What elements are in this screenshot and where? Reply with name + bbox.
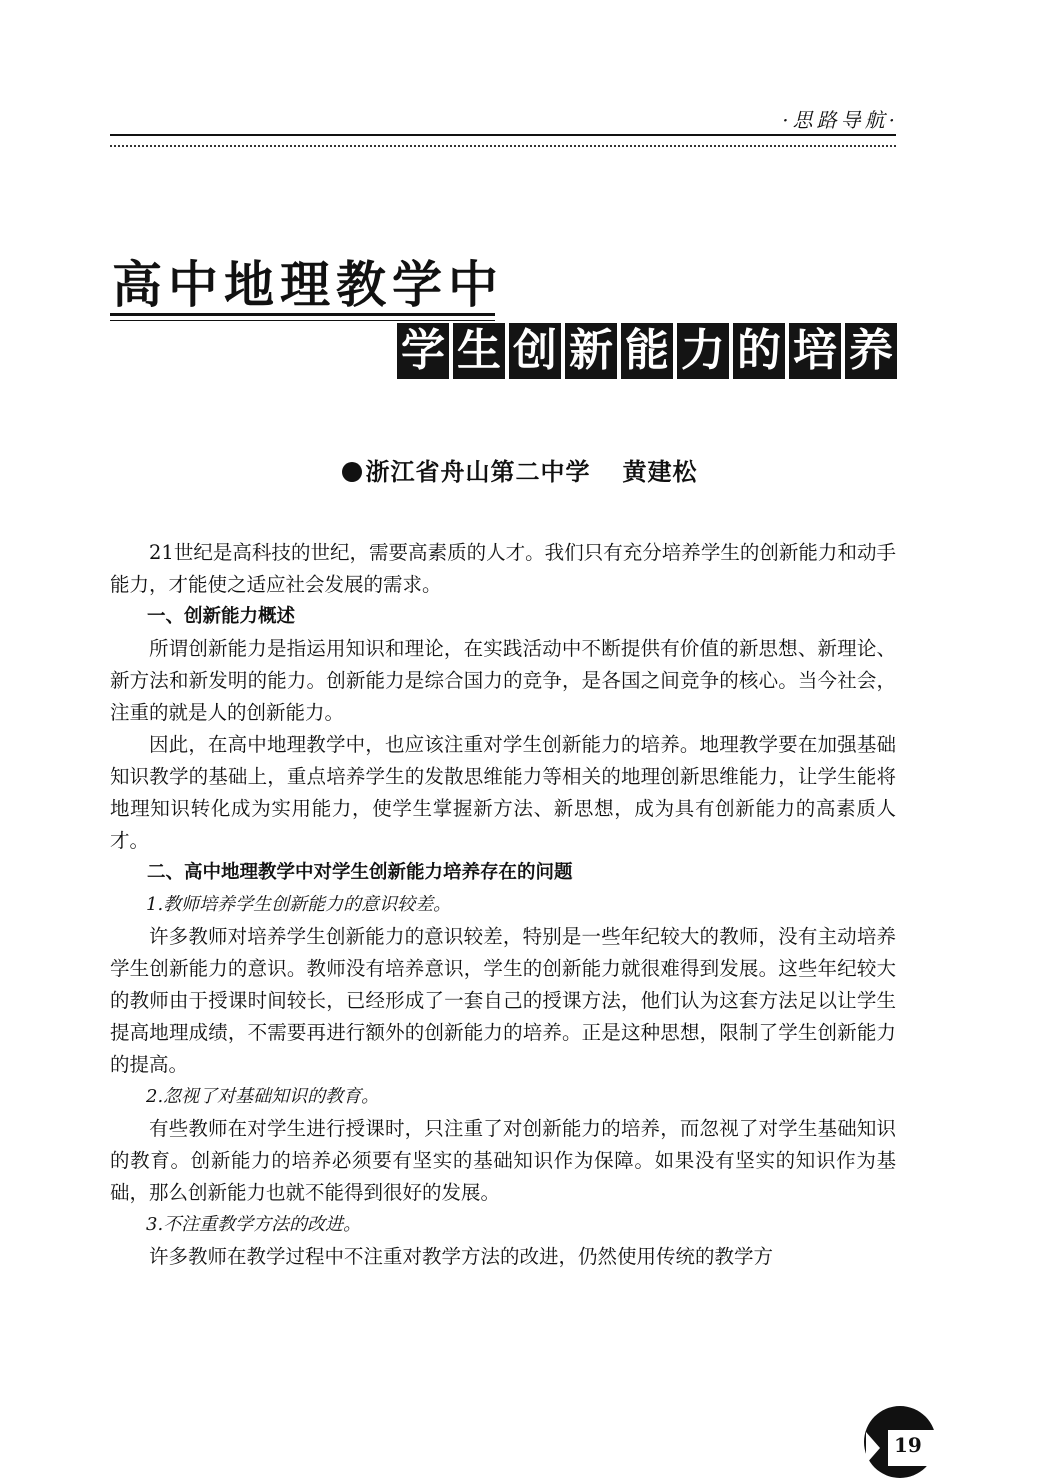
title-underline-thick: [110, 313, 495, 316]
article-body: [110, 537, 896, 1273]
header-dotted-rule: [110, 145, 896, 147]
title-char-box: 学: [397, 323, 449, 379]
body-paragraph: 所谓创新能力是指运用知识和理论，在实践活动中不断提供有价值的新思想、新理论、新方法和新发明的能力。创新能力是综合国力的竞争，是各国之间竞争的核心。当今社会，注重的就是人的创新能力。: [110, 637, 896, 724]
section-heading: 一、创新能力概述: [147, 606, 296, 627]
page-number: 19: [894, 1433, 922, 1457]
title-char-box: 的: [733, 323, 785, 379]
title-char-box: 新: [565, 323, 617, 379]
author-line: [0, 452, 1039, 487]
title-char-box: 养: [845, 323, 897, 379]
article-title-line-1: 高中地理教学中: [112, 256, 504, 314]
section-label: ·思路导航·: [782, 108, 899, 132]
title-char-box: 培: [789, 323, 841, 379]
header-rule: [110, 134, 896, 136]
title-char-box: 生: [453, 323, 505, 379]
bullet-dot-icon: [342, 462, 362, 482]
subsection-heading: 3.不注重教学方法的改进。: [146, 1214, 362, 1235]
author-name: 黄建松: [622, 458, 698, 486]
intro-paragraph: 21世纪是高科技的世纪，需要高素质的人才。我们只有充分培养学生的创新能力和动手能力，才能使之适应社会发展的需求。: [110, 541, 896, 596]
body-paragraph: 有些教师在对学生进行授课时，只注重了对创新能力的培养，而忽视了对学生基础知识的教育。创新能力的培养必须要有坚实的基础知识作为保障。如果没有坚实的知识作为基础，那么创新能力也就不能得到很好的发展。: [110, 1117, 896, 1204]
title-char-box: 能: [621, 323, 673, 379]
subsection-heading: 1.教师培养学生创新能力的意识较差。: [146, 894, 452, 915]
body-paragraph: 许多教师对培养学生创新能力的意识较差，特别是一些年纪较大的教师，没有主动培养学生创新能力的意识。教师没有培养意识，学生的创新能力就很难得到发展。这些年纪较大的教师由于授课时间较长，已经形成了一套自己的授课方法，他们认为这套方法足以让学生提高地理成绩，不需要再进行额外的创新能力的培养。正是这种思想，限制了学生创新能力的提高。: [110, 925, 896, 1076]
title-underline-thin: [110, 320, 495, 321]
author-affiliation: 浙江省舟山第二中学: [365, 458, 591, 486]
subsection-heading: 2.忽视了对基础知识的教育。: [146, 1086, 380, 1107]
body-paragraph: 因此，在高中地理教学中，也应该注重对学生创新能力的培养。地理教学要在加强基础知识教学的基础上，重点培养学生的发散思维能力等相关的地理创新思维能力，让学生能将地理知识转化成为实用能力，使学生掌握新方法、新思想，成为具有创新能力的高素质人才。: [110, 733, 896, 852]
title-char-box: 力: [677, 323, 729, 379]
article-title-line-2: [397, 323, 897, 379]
body-paragraph: 许多教师在教学过程中不注重对教学方法的改进，仍然使用传统的教学方: [149, 1245, 774, 1268]
page-number-badge-notch: [866, 1432, 880, 1464]
title-char-box: 创: [509, 323, 561, 379]
section-heading: 二、高中地理教学中对学生创新能力培养存在的问题: [147, 862, 573, 883]
